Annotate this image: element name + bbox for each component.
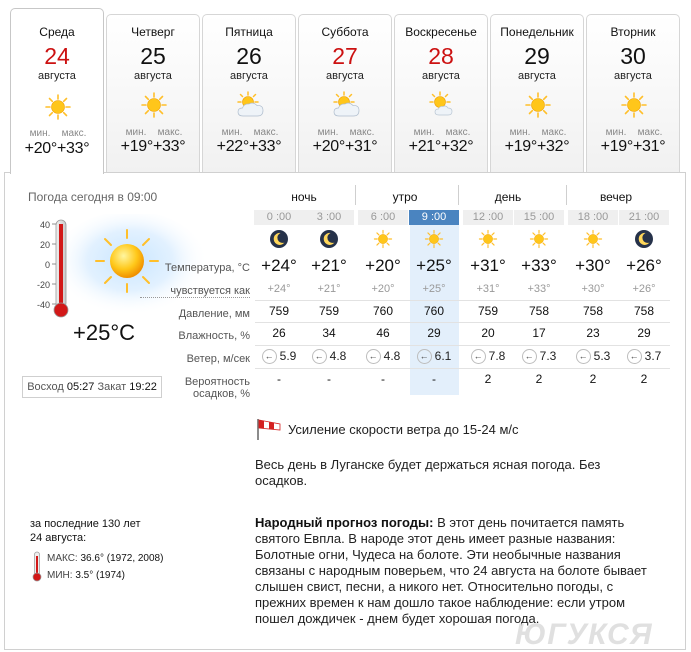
wind-direction-icon: ← (471, 349, 486, 364)
min-label: мин. (509, 127, 531, 138)
day-min-temp: +20° (24, 140, 57, 157)
hour-wind (358, 349, 408, 364)
wind-speed: 4.8 (329, 349, 347, 363)
wind-speed: 7.3 (539, 349, 557, 363)
scale-label: 40 (39, 220, 50, 230)
max-label: макс. (61, 128, 87, 139)
hour-pressure: 758 (582, 304, 604, 318)
min-label: мин. (221, 127, 243, 138)
hour-feels-like: +31° (476, 283, 500, 295)
sun-icon (44, 93, 72, 121)
hour-label: 3 :00 (304, 210, 354, 225)
period-label: утро (392, 190, 418, 204)
row-label-precip-line2: осадков, % (193, 388, 250, 400)
min-max-labels (587, 127, 679, 138)
day-max-temp: +32° (441, 138, 474, 155)
hour-precipitation: 2 (484, 372, 492, 386)
wind-speed: 5.9 (279, 349, 297, 363)
period-divider (458, 185, 459, 205)
wind-direction-icon: ← (366, 349, 381, 364)
wind-direction-icon: ← (262, 349, 277, 364)
max-label: макс. (157, 127, 183, 138)
row-separator (255, 322, 670, 323)
row-separator (255, 300, 670, 301)
hour-temperature: +33° (521, 256, 557, 275)
history-title: за последние 130 лет (30, 518, 141, 530)
day-date: 29 (524, 43, 550, 69)
day-date: 28 (428, 43, 454, 69)
wind-alert (255, 416, 675, 442)
day-date: 26 (236, 43, 262, 69)
row-label-humidity: Влажность, % (178, 330, 250, 342)
hour-wind (619, 349, 669, 364)
sunrise-time: 05:27 (66, 381, 95, 393)
hour-precipitation: 2 (589, 372, 597, 386)
moon-icon (319, 229, 339, 249)
day-temperatures (299, 138, 391, 156)
hour-humidity: 29 (637, 326, 651, 340)
sun-cloud-icon (236, 91, 264, 119)
history-min-label: МИН: (47, 570, 73, 581)
hour-label: 15 :00 (514, 210, 564, 225)
day-month: августа (422, 70, 460, 82)
hour-temperature: +21° (311, 256, 347, 275)
max-label: макс. (349, 127, 375, 138)
day-name: Четверг (131, 25, 175, 39)
day-temperatures (203, 138, 295, 156)
day-max-temp: +33° (57, 140, 90, 157)
hour-precipitation: 2 (535, 372, 543, 386)
hour-temperature: +25° (416, 256, 452, 275)
min-label: мин. (605, 127, 627, 138)
scale-label: 20 (39, 240, 50, 250)
day-month: августа (326, 70, 364, 82)
day-tab[interactable] (490, 14, 584, 172)
day-temperatures (107, 138, 199, 156)
sun-cloud-small-icon (428, 91, 456, 119)
hour-pressure: 759 (477, 304, 499, 318)
wind-speed: 4.8 (383, 349, 401, 363)
day-temperatures (395, 138, 487, 156)
hour-feels-like: +24° (267, 283, 291, 295)
max-label: макс. (445, 127, 471, 138)
day-name: Среда (39, 25, 75, 39)
hour-feels-like: +26° (632, 283, 656, 295)
sunset-time: 19:22 (129, 381, 157, 393)
hour-precipitation: - (327, 372, 331, 386)
day-month: августа (518, 70, 556, 82)
min-label: мин. (413, 127, 435, 138)
day-tabs (0, 0, 691, 172)
hour-label: 9 :00 (409, 210, 459, 225)
sunrise-label: Восход (27, 381, 64, 393)
min-max-labels (491, 127, 583, 138)
period-divider (566, 185, 567, 205)
day-description: Весь день в Луганске будет держаться ясная погода. Без осадков. (255, 457, 601, 488)
day-temperatures (491, 138, 583, 156)
sun-icon (620, 91, 648, 119)
day-date: 25 (140, 43, 166, 69)
row-label-pressure: Давление, мм (178, 308, 250, 320)
sun-icon (373, 229, 393, 249)
hour-pressure: 760 (423, 304, 445, 318)
day-max-temp: +32° (537, 138, 570, 155)
hour-feels-like: +30° (581, 283, 605, 295)
day-min-temp: +19° (600, 138, 633, 155)
scale-label: -20 (36, 280, 50, 290)
day-min-temp: +19° (504, 138, 537, 155)
row-separator (255, 345, 670, 346)
min-max-labels (107, 127, 199, 138)
period-divider (355, 185, 356, 205)
hour-wind (254, 349, 304, 364)
wind-direction-icon: ← (627, 349, 642, 364)
row-separator (255, 368, 670, 369)
folk-forecast-text: В этот день почитается память святого Евпла. В народе этот день имеет разные названия: Болотные огни, Чудеса на болоте. Эти необычные названия связаны с народным поверьем, что 24 августа на болоте бывает слышен свист, песни, а никого нет. Относительно погоды, с прежних времен к нам дошло такое наблюдение: если утром пошел дождичек - днем будет хорошая погода. (255, 515, 647, 626)
day-date: 27 (332, 43, 358, 69)
hour-precipitation: - (432, 372, 436, 386)
panel-top-border-right (104, 172, 686, 173)
hour-temperature: +31° (470, 256, 506, 275)
hour-humidity: 46 (376, 326, 390, 340)
sunset-label: Закат (97, 381, 127, 393)
history-block (30, 517, 141, 545)
hour-wind (514, 349, 564, 364)
period-label: вечер (599, 190, 633, 204)
day-tab[interactable] (394, 14, 488, 172)
windsock-icon (255, 417, 283, 441)
history-max (47, 553, 163, 564)
row-label-feels-like[interactable]: чувствуется как (140, 285, 250, 298)
hour-humidity: 29 (427, 326, 441, 340)
period-label: день (494, 190, 522, 204)
hour-wind (568, 349, 618, 364)
folk-forecast-title: Народный прогноз погоды: (255, 515, 434, 530)
hour-wind (409, 349, 459, 364)
wind-direction-icon: ← (312, 349, 327, 364)
hour-label: 21 :00 (619, 210, 669, 225)
hour-temperature: +26° (626, 256, 662, 275)
min-max-labels (11, 128, 103, 139)
hour-label: 18 :00 (568, 210, 618, 225)
wind-speed: 5.3 (593, 349, 611, 363)
day-month: августа (614, 70, 652, 82)
hour-humidity: 26 (272, 326, 286, 340)
wind-speed: 6.1 (434, 349, 452, 363)
day-month: августа (230, 70, 268, 82)
min-max-labels (299, 127, 391, 138)
hour-precipitation: 2 (640, 372, 648, 386)
wind-direction-icon: ← (522, 349, 537, 364)
hour-humidity: 17 (532, 326, 546, 340)
history-max-label: МАКС: (47, 553, 78, 564)
hour-label: 6 :00 (358, 210, 408, 225)
min-label: мин. (317, 127, 339, 138)
current-temperature: +25°C (73, 320, 136, 345)
row-label-precipitation (140, 376, 250, 400)
hour-label: 0 :00 (254, 210, 304, 225)
wind-direction-icon: ← (576, 349, 591, 364)
hour-feels-like: +25° (422, 283, 446, 295)
history-date: 24 августа: (30, 532, 87, 544)
day-date: 30 (620, 43, 646, 69)
sun-icon (140, 91, 168, 119)
wind-speed: 3.7 (644, 349, 662, 363)
history-thermometer-icon (31, 551, 43, 583)
hour-humidity: 23 (586, 326, 600, 340)
hour-precipitation: - (381, 372, 385, 386)
min-label: мин. (29, 128, 51, 139)
today-title: Погода сегодня в 09:00 (28, 190, 158, 204)
watermark: ЮГУКСЯ (515, 618, 653, 651)
day-name: Пятница (225, 25, 273, 39)
day-name: Вторник (610, 25, 656, 39)
hour-precipitation: - (277, 372, 281, 386)
scale-label: 0 (44, 260, 50, 270)
min-label: мин. (125, 127, 147, 138)
wind-alert-text: Усиление скорости ветра до 15-24 м/с (288, 422, 519, 437)
hour-temperature: +30° (575, 256, 611, 275)
history-min (47, 570, 125, 581)
sun-icon (478, 229, 498, 249)
scale-label: -40 (36, 300, 50, 310)
hour-pressure: 758 (528, 304, 550, 318)
hour-label: 12 :00 (463, 210, 513, 225)
hour-feels-like: +20° (371, 283, 395, 295)
history-max-value: 36.6° (1972, 2008) (80, 553, 164, 564)
sun-icon (524, 91, 552, 119)
day-month: августа (38, 70, 76, 82)
day-min-temp: +22° (216, 138, 249, 155)
day-tab[interactable] (586, 14, 680, 172)
history-min-value: 3.5° (1974) (75, 570, 125, 581)
moon-icon (269, 229, 289, 249)
day-name: Суббота (321, 25, 369, 39)
max-label: макс. (541, 127, 567, 138)
day-tab[interactable] (10, 8, 104, 174)
max-label: макс. (637, 127, 663, 138)
min-max-labels (203, 127, 295, 138)
hour-pressure: 759 (268, 304, 290, 318)
day-min-temp: +21° (408, 138, 441, 155)
min-max-labels (395, 127, 487, 138)
hour-wind (463, 349, 513, 364)
day-date: 24 (44, 43, 70, 69)
sun-cloud-icon (332, 91, 360, 119)
row-label-precip-line1: Вероятность (184, 376, 250, 388)
moon-icon (634, 229, 654, 249)
sun-icon (583, 229, 603, 249)
sun-icon (529, 229, 549, 249)
hour-temperature: +20° (365, 256, 401, 275)
day-name: Воскресенье (405, 25, 477, 39)
wind-speed: 7.8 (488, 349, 506, 363)
day-temperatures (587, 138, 679, 156)
hour-pressure: 758 (633, 304, 655, 318)
day-max-temp: +31° (633, 138, 666, 155)
day-min-temp: +19° (120, 138, 153, 155)
day-month: августа (134, 70, 172, 82)
day-max-temp: +33° (249, 138, 282, 155)
day-tab[interactable] (106, 14, 200, 172)
hour-humidity: 20 (481, 326, 495, 340)
day-max-temp: +31° (345, 138, 378, 155)
hour-humidity: 34 (322, 326, 336, 340)
hour-wind (304, 349, 354, 364)
max-label: макс. (253, 127, 279, 138)
day-min-temp: +20° (312, 138, 345, 155)
row-label-temperature: Температура, °C (164, 262, 250, 274)
day-temperatures (11, 140, 103, 158)
hour-feels-like: +21° (317, 283, 341, 295)
hour-pressure: 760 (372, 304, 394, 318)
folk-forecast (255, 515, 665, 627)
day-tab[interactable] (202, 14, 296, 172)
row-label-wind: Ветер, м/сек (186, 353, 250, 365)
hour-feels-like: +33° (527, 283, 551, 295)
wind-direction-icon: ← (417, 349, 432, 364)
hour-temperature: +24° (261, 256, 297, 275)
period-label: ночь (291, 190, 317, 204)
hour-pressure: 759 (318, 304, 340, 318)
day-name: Понедельник (500, 25, 574, 39)
day-max-temp: +33° (153, 138, 186, 155)
day-tab[interactable] (298, 14, 392, 172)
sun-icon (424, 229, 444, 249)
